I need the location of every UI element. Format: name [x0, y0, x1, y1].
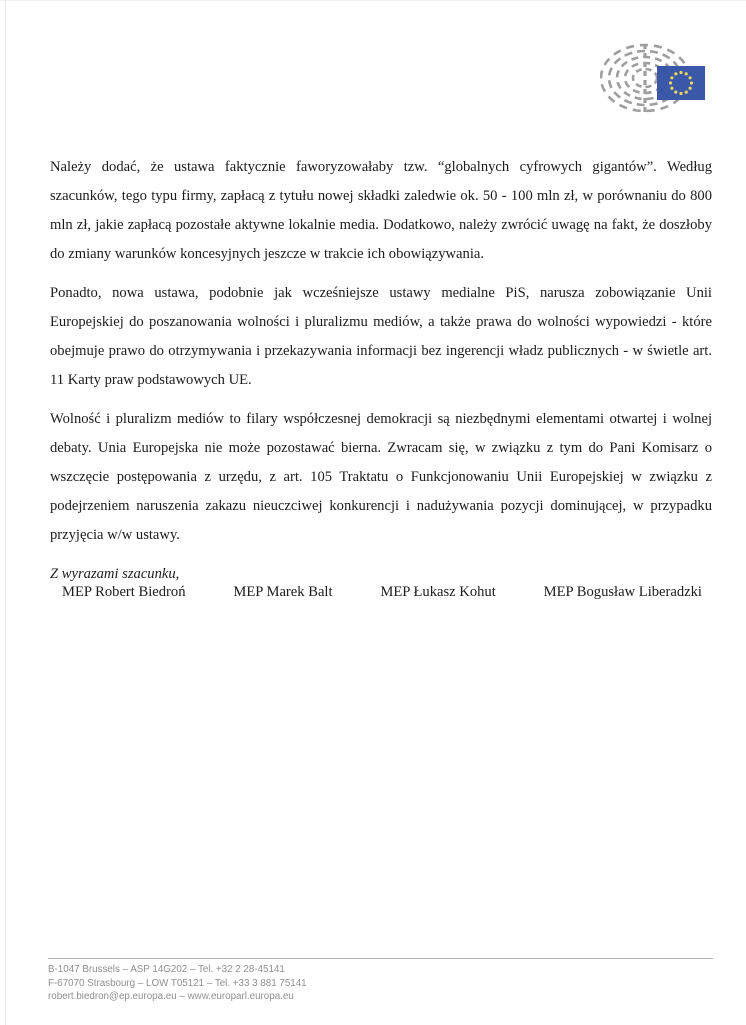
signatory-name: MEP Robert Biedroń [62, 584, 186, 600]
letter-paragraph: Ponadto, nowa ustawa, podobnie jak wcześniejsze ustawy medialne PiS, narusza zobowiązanie Unii Europejskiej do poszanowania wolności i pluralizmu mediów, a także prawa do wolności wypowiedzi - które obejmuje prawo do otrzymywania i przekazywania informacji bez ingerencji władz publicznych - w świetle art. 11 Karty praw podstawowych UE. [50, 285, 712, 388]
page-edge-top [0, 0, 746, 1]
signatories-row [62, 584, 702, 601]
letter-paragraph: Wolność i pluralizm mediów to filary współczesnej demokracji są niezbędnymi elementami otwartej i wolnej debaty. Unia Europejska nie może pozostawać bierna. Zwracam się, w związku z tym do Pani Komisarz o wszczęcie postępowania z urzędu, z art. 105 Traktatu o Funkcjonowaniu Unii Europejskiej w związku z podejrzeniem naruszenia zakazu nieuczciwej konkurencji i nadużywania pozycji dominującej, w przypadku przyjęcia w/w ustawy. [50, 411, 712, 543]
european-parliament-logo [600, 42, 710, 114]
footer-address-strasbourg: F-67070 Strasbourg – LOW T05121 – Tel. +33 3 881 75141 [48, 977, 307, 989]
letter-paragraph: Należy dodać, że ustawa faktycznie faworyzowałaby tzw. “globalnych cyfrowych gigantów”. Według szacunków, tego typu firmy, zapłacą z tytułu nowej składki zaledwie ok. 50 - 100 mln zł, w porównaniu do 800 mln zł, jakie zapłacą pozostałe aktywne lokalnie media. Dodatkowo, należy zwrócić uwagę na fakt, że doszłoby do zmiany warunków koncesyjnych jeszcze w trakcie ich obowiązywania. [50, 159, 712, 262]
footer-address-brussels: B-1047 Brussels – ASP 14G202 – Tel. +32 2 28-45141 [48, 964, 285, 975]
letter-body [50, 153, 712, 599]
hemicycle-icon [600, 42, 710, 114]
signatory-name: MEP Łukasz Kohut [380, 584, 496, 600]
signatory-name: MEP Marek Balt [233, 584, 333, 600]
signatory-name: MEP Bogusław Liberadzki [543, 584, 702, 600]
footer-contact-line: robert.biedron@ep.europa.eu – www.europarl.europa.eu [48, 991, 294, 1002]
eu-flag-icon [657, 66, 705, 100]
page-edge-left [5, 0, 6, 1025]
closing-salutation: Z wyrazami szacunku, [50, 566, 180, 582]
footer [48, 958, 713, 1004]
